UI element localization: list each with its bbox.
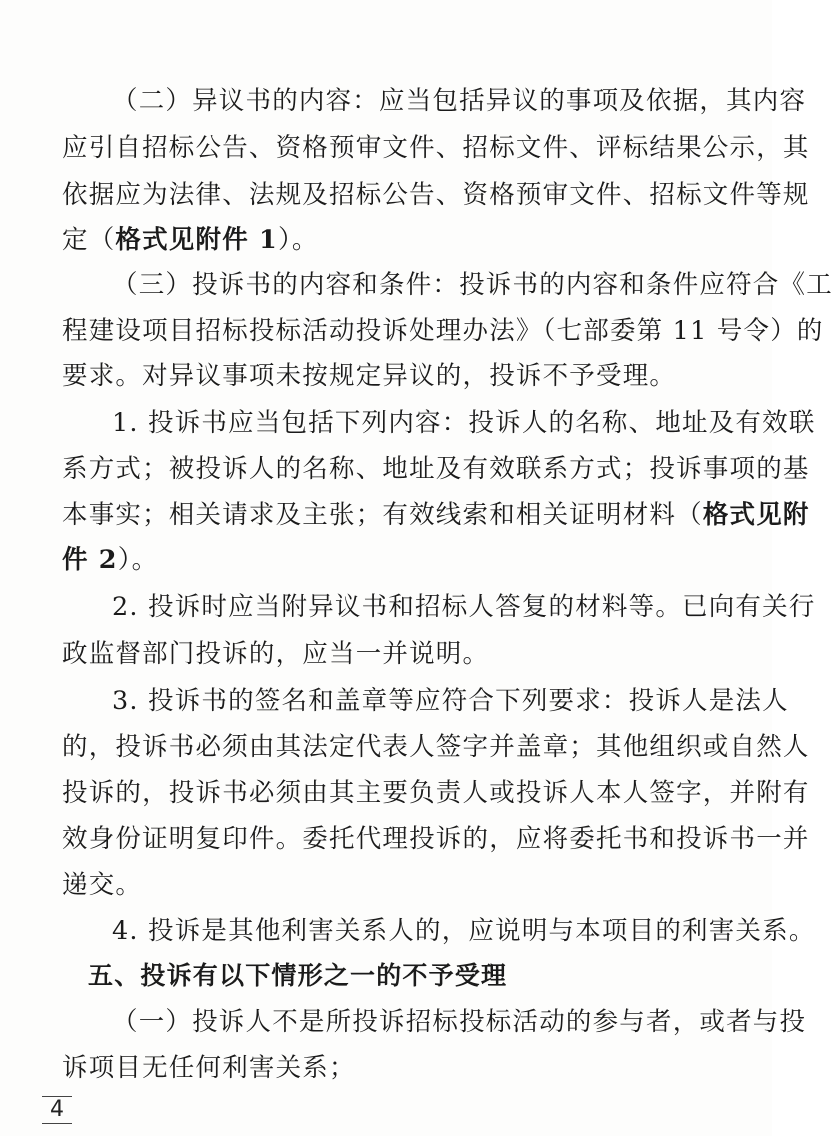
text-run: 本事实；相关请求及主张；有效线索和相关证明材料（ [62,500,703,530]
item-1-line-2: 系方式；被投诉人的名称、地址及有效联系方式；投诉事项的基 [62,454,810,484]
section-heading-5: 五、投诉有以下情形之一的不予受理 [88,961,508,990]
item-3-line-3: 投诉的，投诉书必须由其主要负责人或投诉人本人签字，并附有 [62,778,810,808]
item-3-line-2: 的，投诉书必须由其法定代表人签字并盖章；其他组织或自然人 [62,732,810,762]
text-run: ）。 [117,545,159,575]
item-2-line-2: 政监督部门投诉的，应当一并说明。 [62,639,490,669]
item-3-line-5: 递交。 [62,870,143,900]
item-3-line-4: 效身份证明复印件。委托代理投诉的，应将委托书和投诉书一并 [62,824,810,854]
section-5-item-1-line-1: （一）投诉人不是所投诉招标投标活动的参与者，或者与投 [112,1007,807,1037]
paragraph-2-line-1: （二）异议书的内容：应当包括异议的事项及依据，其内容 [112,86,807,116]
paragraph-2-line-3: 依据应为法律、法规及招标公告、资格预审文件、招标文件等规 [62,180,810,210]
item-1-line-1: 1. 投诉书应当包括下列内容：投诉人的名称、地址及有效联 [112,408,816,438]
attachment-reference-2b: 件 2 [62,545,118,575]
item-1-line-4 [62,545,702,575]
paragraph-3-line-3: 要求。对异议事项未按规定异议的，投诉不予受理。 [62,361,677,391]
page-number: 4 [42,1096,72,1124]
paragraph-3-line-2: 程建设项目招标投标活动投诉处理办法》（七部委第 11 号令）的 [62,316,824,346]
text-run: ）。 [277,225,319,255]
item-3-line-1: 3. 投诉书的签名和盖章等应符合下列要求：投诉人是法人 [112,686,789,716]
attachment-reference-2a: 格式见附 [702,500,810,530]
paragraph-2-line-2: 应引自招标公告、资格预审文件、招标文件、评标结果公示，其 [62,133,810,163]
attachment-reference-1: 格式见附件 1 [115,225,278,255]
item-2-line-1: 2. 投诉时应当附异议书和招标人答复的材料等。已向有关行 [112,592,816,622]
section-5-item-1-line-2: 诉项目无任何利害关系； [62,1053,356,1083]
item-1-line-3 [62,500,810,530]
item-4-line-1: 4. 投诉是其他利害关系人的，应说明与本项目的利害关系。 [112,916,816,946]
paragraph-3-line-1: （三）投诉书的内容和条件：投诉书的内容和条件应符合《工 [112,270,833,300]
text-run: 定（ [62,225,116,255]
paragraph-2-line-4 [62,225,702,255]
